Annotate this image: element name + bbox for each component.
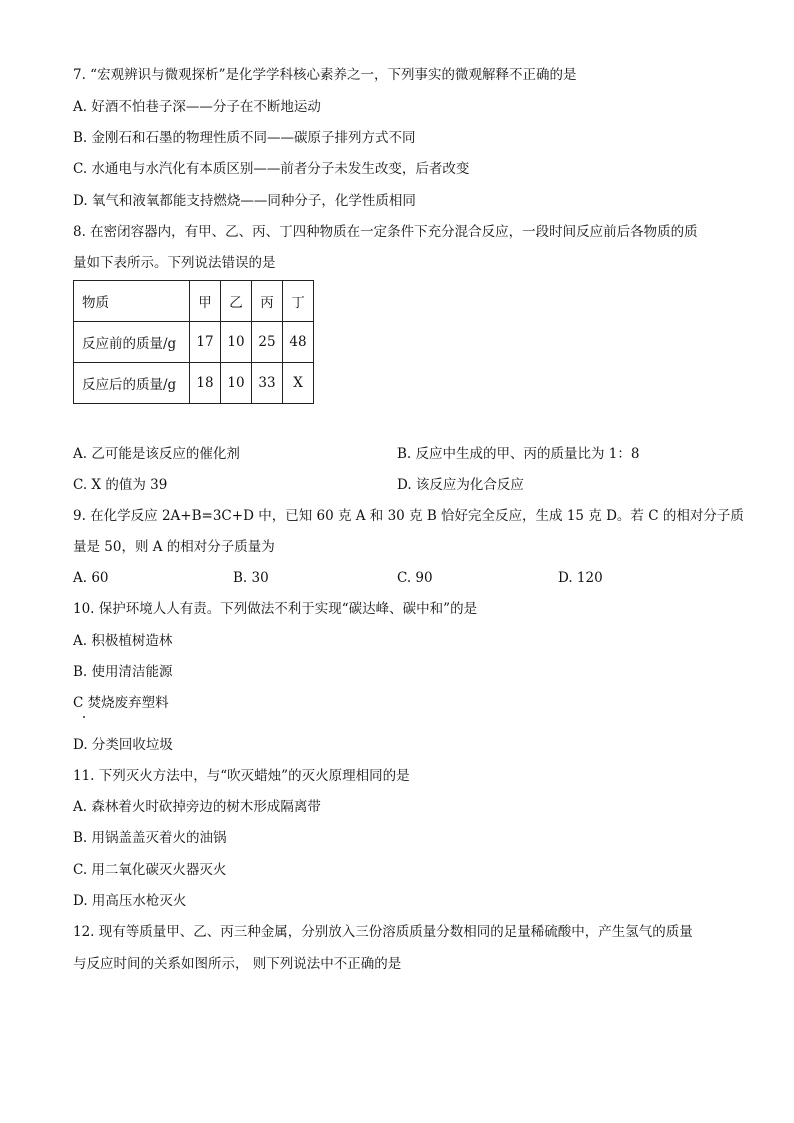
table-row bbox=[74, 322, 314, 363]
q10-option-b: B. 使用清洁能源 bbox=[73, 664, 173, 680]
q8-stem-line2: 量如下表所示。下列说法错误的是 bbox=[73, 255, 276, 271]
table-cell: 10 bbox=[221, 363, 252, 404]
table-row bbox=[74, 363, 314, 404]
table-cell: 25 bbox=[252, 322, 283, 363]
table-header-cell: 丁 bbox=[283, 281, 314, 322]
q12-stem-line2: 与反应时间的关系如图所示， 则下列说法中不正确的是 bbox=[73, 956, 402, 972]
table-header-cell: 甲 bbox=[190, 281, 221, 322]
q9-stem-line1: 9. 在化学反应 2A+B=3C+D 中，已知 60 克 A 和 30 克 B 恰好完全反应，生成 15 克 D。若 C 的相对分子质 bbox=[73, 508, 744, 524]
table-header-row bbox=[74, 281, 314, 322]
table-cell: X bbox=[283, 363, 314, 404]
q11-option-b: B. 用锅盖盖灭着火的油锅 bbox=[73, 830, 227, 846]
q12-stem-line1: 12. 现有等质量甲、乙、丙三种金属，分别放入三份溶质质量分数相同的足量稀硫酸中，产生氢气的质量 bbox=[73, 924, 693, 940]
q9-stem-line2: 量是 50，则 A 的相对分子质量为 bbox=[73, 539, 275, 555]
q7-option-d: D. 氧气和液氧都能支持燃烧——同种分子，化学性质相同 bbox=[73, 193, 416, 209]
q11-option-c: C. 用二氧化碳灭火器灭火 bbox=[73, 862, 227, 878]
q10-stem: 10. 保护环境人人有责。下列做法不利于实现“碳达峰、碳中和”的是 bbox=[73, 601, 478, 617]
table-header-cell: 乙 bbox=[221, 281, 252, 322]
table-cell: 10 bbox=[221, 322, 252, 363]
q8-option-c: C. X 的值为 39 bbox=[73, 477, 168, 493]
q8-option-b: B. 反应中生成的甲、丙的质量比为 1：8 bbox=[397, 446, 640, 462]
table-cell: 17 bbox=[190, 322, 221, 363]
q7-option-b: B. 金刚石和石墨的物理性质不同——碳原子排列方式不同 bbox=[73, 130, 416, 146]
stray-dot bbox=[83, 716, 85, 718]
q7-option-c: C. 水通电与水汽化有本质区别——前者分子未发生改变，后者改变 bbox=[73, 161, 470, 177]
table-header-cell: 物质 bbox=[74, 281, 190, 322]
table-cell: 33 bbox=[252, 363, 283, 404]
q10-option-c: C 焚烧废弃塑料 bbox=[73, 695, 169, 711]
q11-stem: 11. 下列灭火方法中，与“吹灭蜡烛”的灭火原理相同的是 bbox=[73, 768, 410, 784]
q9-option-b: B. 30 bbox=[233, 570, 269, 586]
table-cell: 反应后的质量/g bbox=[74, 363, 190, 404]
table-cell: 18 bbox=[190, 363, 221, 404]
q10-option-d: D. 分类回收垃圾 bbox=[73, 737, 173, 753]
q7-option-a: A. 好酒不怕巷子深——分子在不断地运动 bbox=[73, 99, 321, 115]
q8-option-d: D. 该反应为化合反应 bbox=[397, 477, 524, 493]
q7-stem: 7. “宏观辨识与微观探析”是化学学科核心素养之一，下列事实的微观解释不正确的是 bbox=[73, 67, 577, 83]
q10-option-a: A. 积极植树造林 bbox=[73, 633, 173, 649]
q9-option-a: A. 60 bbox=[73, 570, 109, 586]
q9-option-d: D. 120 bbox=[558, 570, 603, 586]
q9-option-c: C. 90 bbox=[397, 570, 433, 586]
q8-option-a: A. 乙可能是该反应的催化剂 bbox=[73, 446, 240, 462]
table-cell: 48 bbox=[283, 322, 314, 363]
q11-option-a: A. 森林着火时砍掉旁边的树木形成隔离带 bbox=[73, 799, 321, 815]
table-cell: 反应前的质量/g bbox=[74, 322, 190, 363]
table-header-cell: 丙 bbox=[252, 281, 283, 322]
mass-table bbox=[73, 280, 314, 404]
q11-option-d: D. 用高压水枪灭火 bbox=[73, 893, 187, 909]
q8-stem-line1: 8. 在密闭容器内，有甲、乙、丙、丁四种物质在一定条件下充分混合反应，一段时间反应前后各物质的质 bbox=[73, 224, 698, 240]
